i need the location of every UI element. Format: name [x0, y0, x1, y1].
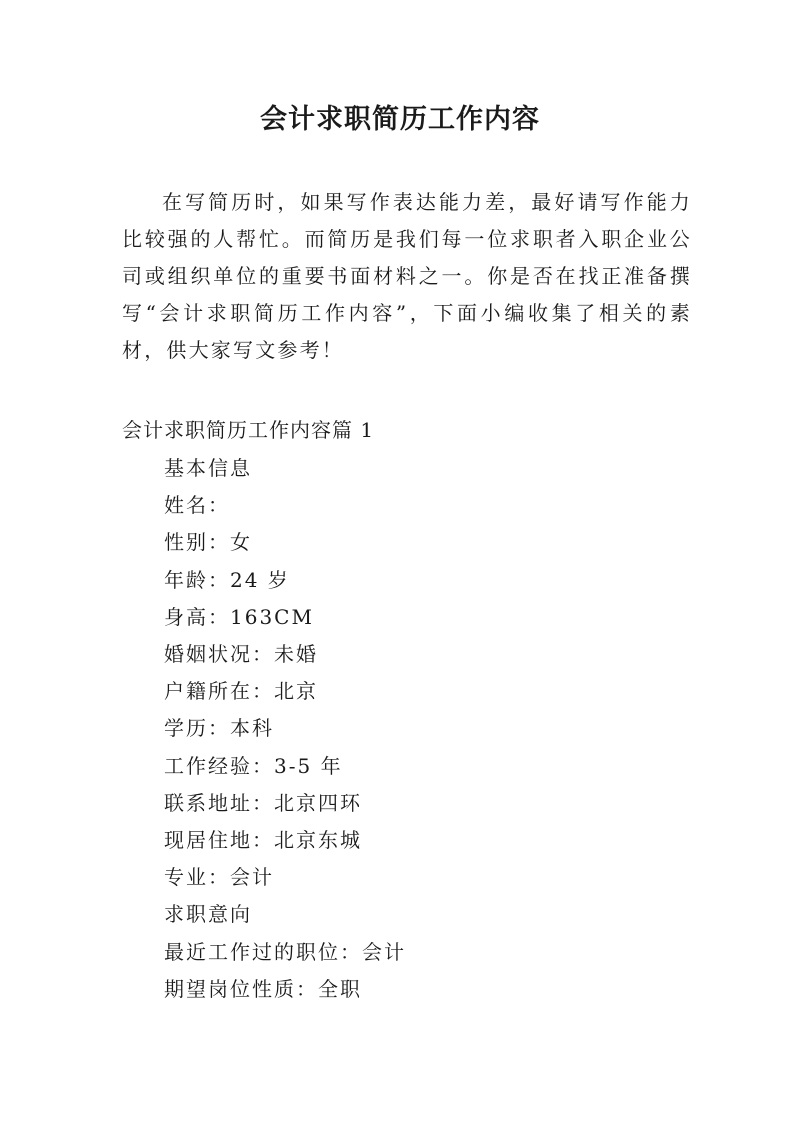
line-household-registration: 户籍所在：北京 — [164, 679, 318, 704]
section-heading: 会计求职简历工作内容篇 1 — [122, 418, 375, 442]
line-current-residence: 现居住地：北京东城 — [164, 828, 362, 853]
intro-paragraph: 在写简历时，如果写作表达能力差，最好请写作能力比较强的人帮忙。而简历是我们每一位求职者入职企业公司或组织单位的重要书面材料之一。你是否在找正准备撰写“会计求职简历工作内容”，下面小编收集了相关的素材，供大家写文参考！ — [122, 190, 692, 362]
document-title: 会计求职简历工作内容 — [260, 104, 540, 135]
line-gender: 性别：女 — [164, 530, 252, 555]
line-marital-status: 婚姻状况：未婚 — [164, 642, 318, 667]
line-height: 身高：163CM — [164, 604, 314, 629]
line-recent-position: 最近工作过的职位：会计 — [164, 939, 406, 964]
line-education: 学历：本科 — [164, 716, 274, 741]
line-expected-job-type: 期望岗位性质：全职 — [164, 976, 362, 1001]
line-name: 姓名： — [164, 493, 230, 518]
line-major: 专业：会计 — [164, 865, 274, 890]
line-contact-address: 联系地址：北京四环 — [164, 790, 362, 815]
line-job-intention-heading: 求职意向 — [164, 902, 252, 927]
resume-field-list — [164, 450, 406, 1008]
line-age: 年龄：24 岁 — [164, 567, 290, 592]
line-basic-info-heading: 基本信息 — [164, 456, 252, 480]
line-work-experience: 工作经验：3-5 年 — [164, 753, 343, 778]
